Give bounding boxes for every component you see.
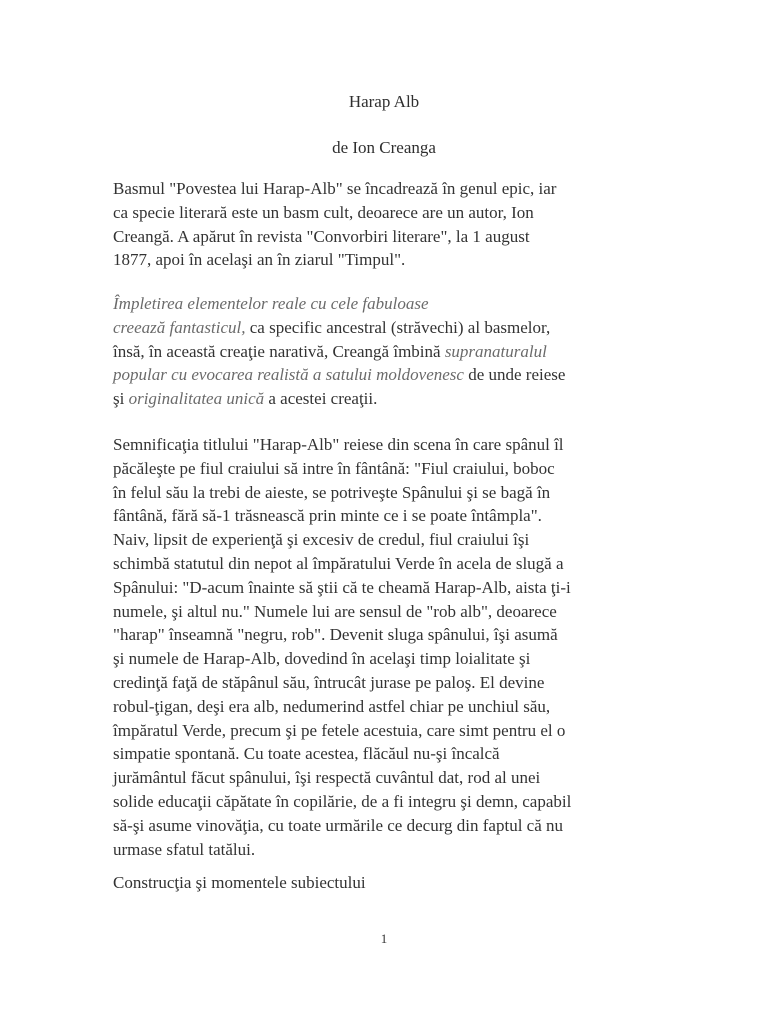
normal-text: a acestei creaţii. [264,389,378,409]
paragraph-line: simpatie spontană. Cu toate acestea, flăcăul nu-şi încalcă [113,744,500,764]
normal-text: ca specific ancestral (străvechi) al basmelor, [245,317,551,337]
paragraph-line: urmase sfatul tatălui. [113,839,256,859]
paragraph-line [113,387,673,411]
normal-text: de unde reiese [463,365,566,385]
paragraph-line: numele, şi altul nu." Numele lui are sensul de "rob alb", deoarece [113,601,557,621]
paragraph-line: să-şi asume vinovăţia, cu toate urmările ce decurg din faptul că nu [113,815,564,835]
paragraph-line: Naiv, lipsit de experienţă şi excesiv de credul, fiul craiului îşi [113,530,530,550]
paragraph-line: "harap" înseamnă "negru, rob". Devenit sluga spânului, îşi asumă [113,625,558,645]
paragraph-line: fântână, fără să-1 trăsnească prin minte ce i se poate întâmpla". [113,506,542,526]
italic-text: creează fantasticul, [113,317,246,337]
author-line: de Ion Creanga [332,138,436,157]
paragraph-line: Creangă. A apărut în revista "Convorbiri literare", la 1 august [113,226,530,246]
paragraph-fantastic [113,292,673,411]
paragraph-line: credinţă faţă de stăpânul său, întrucât jurase pe paloş. El devine [113,672,545,692]
paragraph-line: schimbă statutul din nepot al împăratului Verde în acela de slugă a [113,553,564,573]
paragraph-line [113,340,673,364]
normal-text: şi [113,389,129,409]
paragraph-line [113,316,673,340]
italic-text: Împletirea elementelor reale cu cele fabuloase [113,294,429,313]
paragraph-line [113,363,673,387]
italic-text: originalitatea unică [128,389,265,409]
italic-text: popular cu evocarea realistă a satului moldovenesc [113,365,464,385]
document-title: Harap Alb [348,92,420,111]
paragraph-line: împăratul Verde, precum şi pe fetele acestuia, care simt pentru el o [113,720,566,740]
paragraph-title-meaning [113,433,673,861]
paragraph-line: păcăleşte pe fiul craiului să intre în fântână: "Fiul craiului, boboc [113,458,555,478]
paragraph-line: solide educaţii căpătate în copilărie, de a fi integru şi demn, capabil [113,791,572,811]
paragraph-line: Basmul "Povestea lui Harap-Alb" se încadrează în genul epic, iar [113,179,557,198]
paragraph-line: Semnificaţia titlului "Harap-Alb" reiese din scena în care spânul îl [113,435,564,454]
paragraph-line [113,292,673,316]
paragraph-line: şi numele de Harap-Alb, dovedind în acelaşi timp loialitate şi [113,649,531,669]
paragraph-intro [113,177,673,272]
paragraph-line: Spânului: "D-acum înainte să ştii că te cheamă Harap-Alb, aista ţi-i [113,577,571,597]
paragraph-line: în felul său la trebi de aieste, se potriveşte Spânului şi se bagă în [113,482,551,502]
paragraph-line: robul-ţigan, deşi era alb, nedumerind astfel chiar pe unchiul său, [113,696,551,716]
section-heading: Construcţia şi momentele subiectului [113,873,366,892]
paragraph-line: ca specie literară este un basm cult, deoarece are un autor, Ion [113,202,534,222]
normal-text: însă, în această creaţie narativă, Creangă îmbină [113,341,445,361]
paragraph-line: jurământul făcut spânului, îşi respectă cuvântul dat, rod al unei [113,768,541,788]
page-number: 1 [380,931,388,946]
paragraph-line: 1877, apoi în acelaşi an în ziarul "Timpul". [113,250,406,270]
italic-text: supranaturalul [444,341,547,361]
